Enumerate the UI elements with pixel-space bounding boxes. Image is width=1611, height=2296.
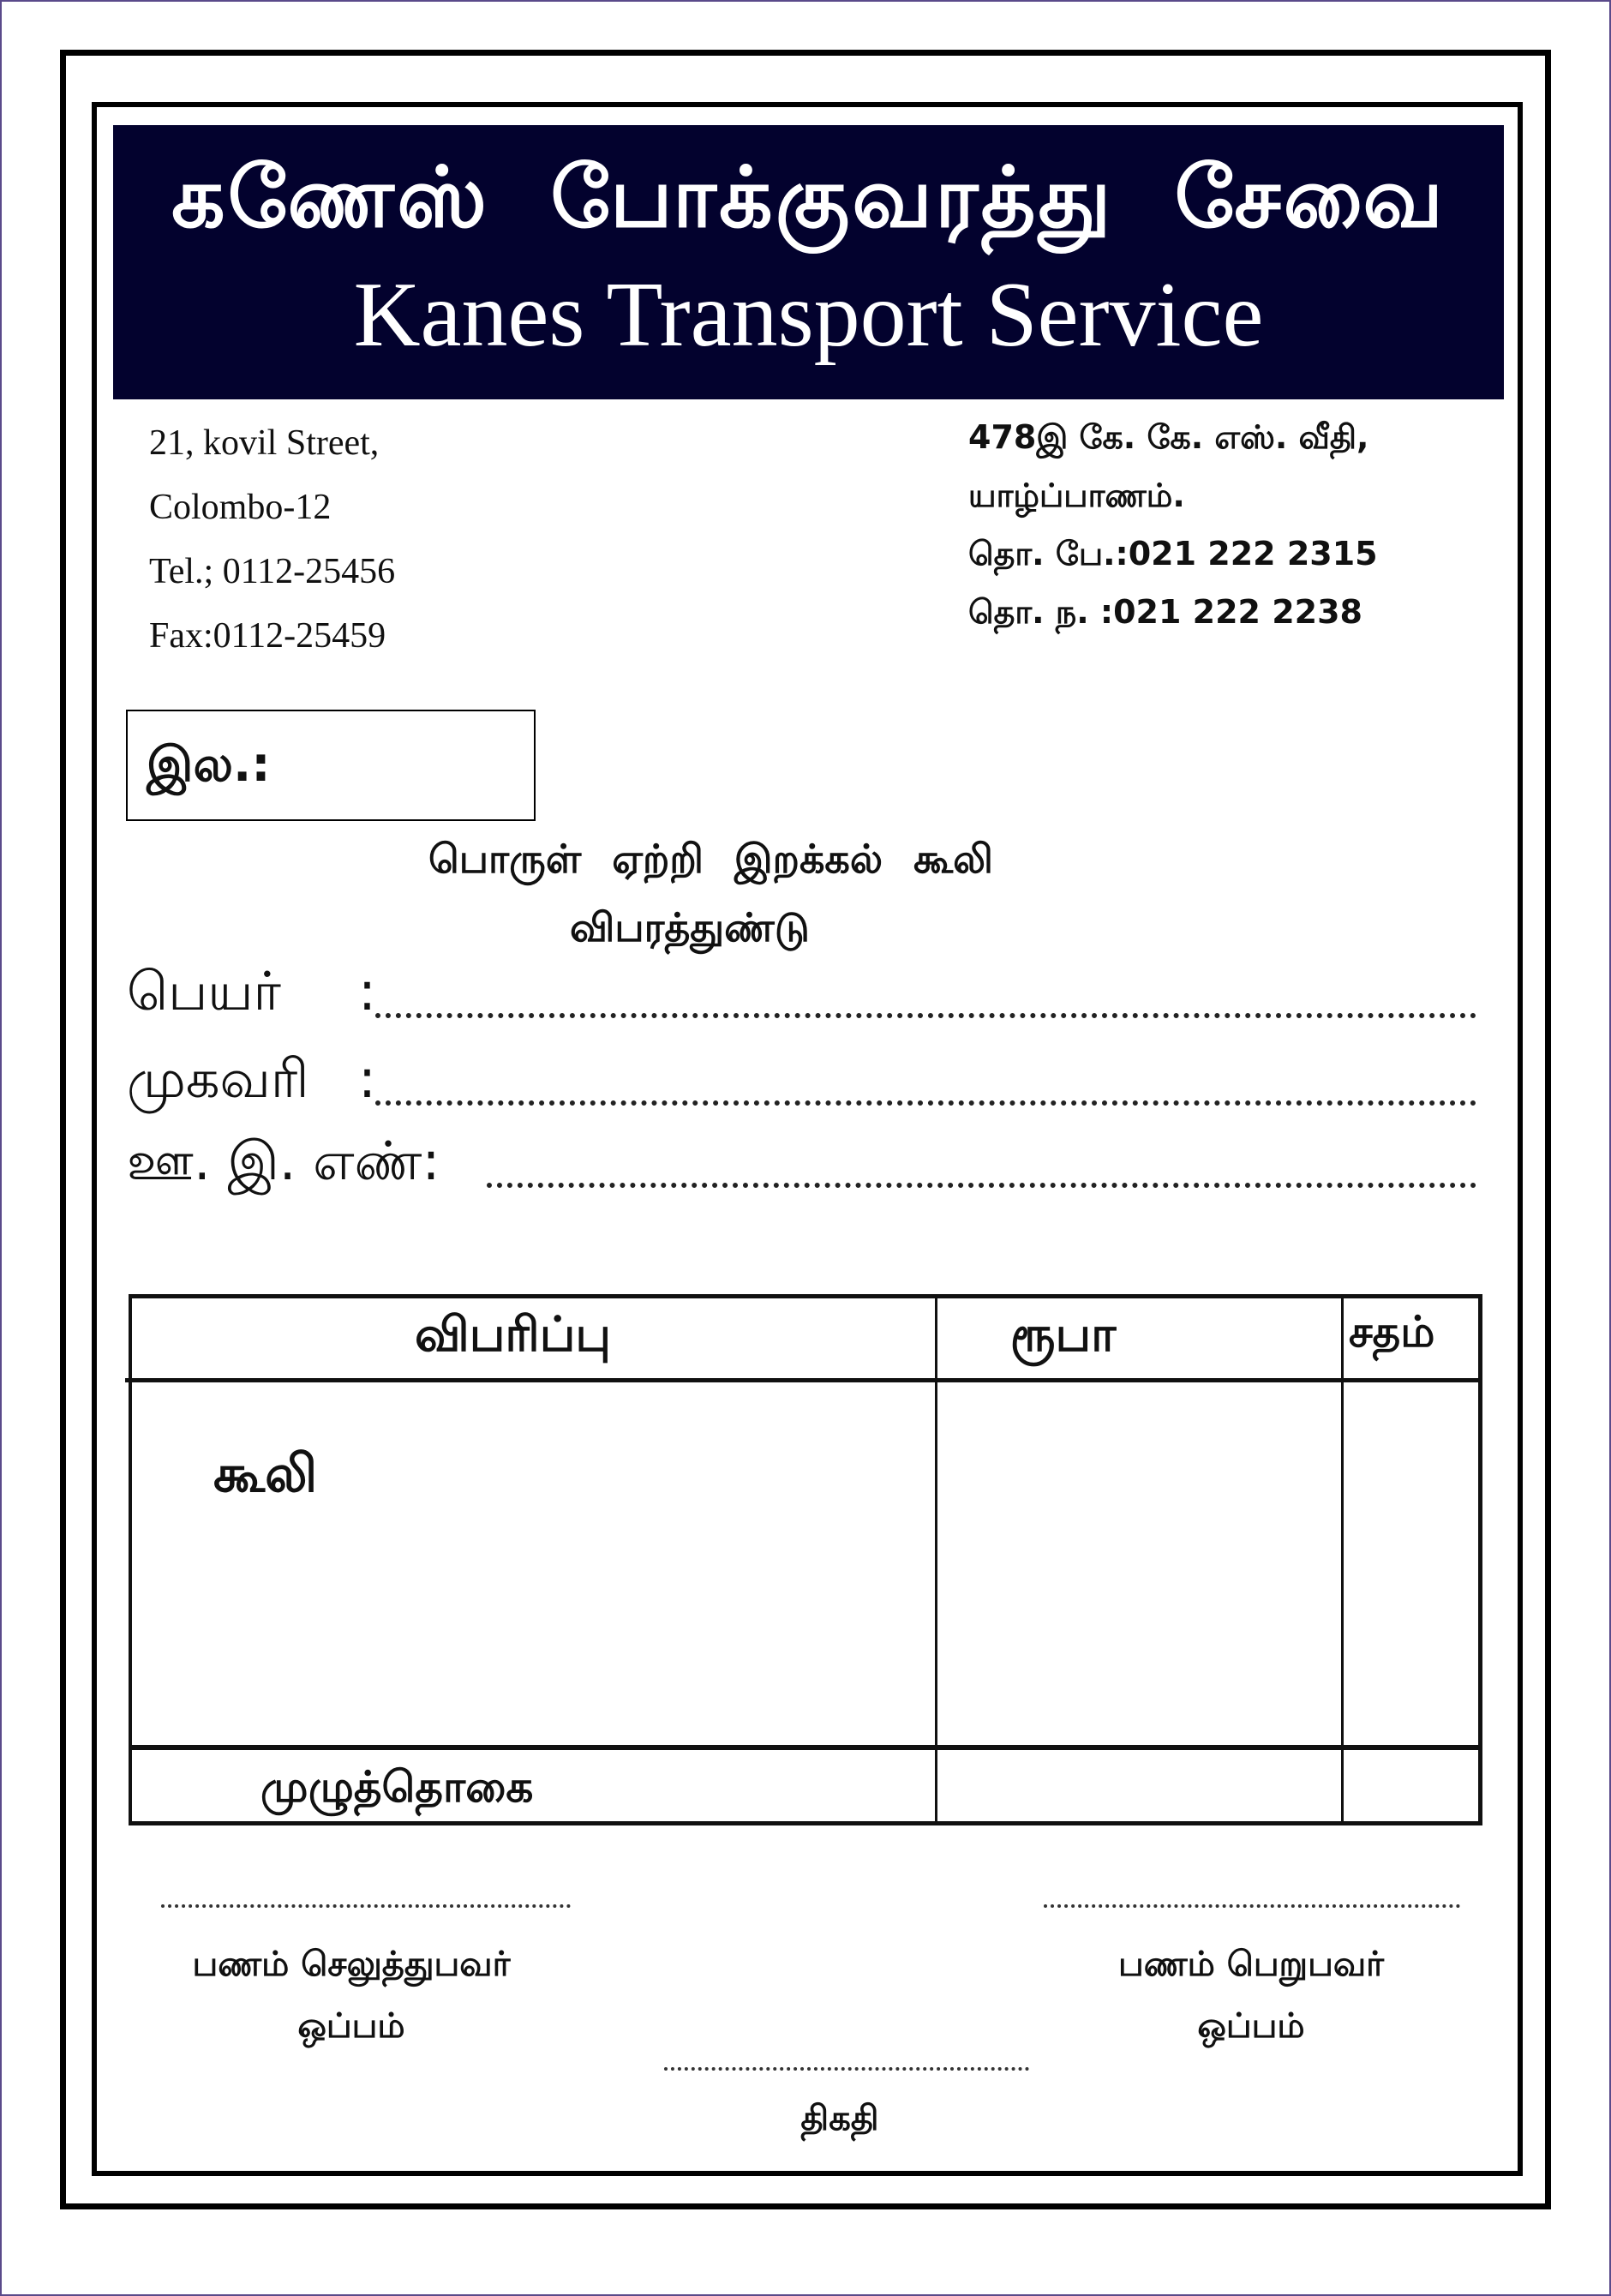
header-description: விபரிப்பு (415, 1307, 612, 1363)
payer-signature-label (146, 1933, 557, 2057)
company-name-english: Kanes Transport Service (353, 264, 1264, 366)
header-cents: சதம் (1349, 1307, 1435, 1357)
total-label: முழுத்தொகை (261, 1762, 534, 1812)
rupees-cell[interactable] (937, 1382, 1341, 1745)
date-line[interactable] (664, 2067, 1029, 2071)
name-dotted-line[interactable] (375, 1013, 1476, 1018)
receiver-signature-line[interactable] (1044, 1904, 1460, 1908)
total-rupees-cell[interactable] (937, 1750, 1341, 1821)
receiver-label-line1: பணம் பெறுபவர் (1117, 1945, 1385, 1984)
name-field[interactable] (127, 960, 1476, 1028)
id-number-label: ஊ. இ. எண்: (127, 1130, 440, 1192)
payer-signature-line[interactable] (161, 1904, 571, 1908)
address-tamil-phone: தொ. பே.:021 222 2315 (968, 535, 1378, 573)
serial-number-box[interactable] (126, 710, 536, 821)
document-title-line1: பொருள் ஏற்றி இறக்கல் கூலி (428, 836, 994, 882)
address-tel: Tel.; 0112-25456 (149, 552, 396, 591)
header-banner (113, 125, 1504, 399)
serial-number-label: இல.: (147, 737, 271, 793)
header-rupees: ரூபா (1010, 1307, 1117, 1363)
id-number-dotted-line[interactable] (487, 1183, 1476, 1188)
address-dotted-line[interactable] (375, 1100, 1476, 1106)
address-tamil (968, 408, 1378, 641)
row-item-wages: கூலி (213, 1444, 318, 1504)
company-name-tamil: கணேஸ் போக்குவரத்து சேவை (171, 149, 1446, 247)
name-colon: : (358, 960, 376, 1022)
address-street: 21, kovil Street, (149, 423, 380, 463)
address-tamil-street: 478இ கே. கே. எஸ். வீதி, (968, 418, 1369, 456)
payer-label-line2: ஒப்பம் (297, 2006, 405, 2046)
address-tamil-city: யாழ்ப்பாணம். (968, 477, 1185, 514)
address-field[interactable] (127, 1047, 1476, 1116)
address-tamil-fax: தொ. ந. :021 222 2238 (968, 593, 1362, 631)
id-number-field[interactable] (127, 1130, 1476, 1198)
cents-cell[interactable] (1344, 1382, 1477, 1745)
address-fax: Fax:0112-25459 (149, 616, 386, 656)
payer-label-line1: பணம் செலுத்துபவர் (192, 1945, 511, 1984)
receiver-signature-label (1037, 1933, 1465, 2057)
date-label: திகதி (800, 2099, 879, 2138)
charges-table (129, 1294, 1482, 1825)
address-city: Colombo-12 (149, 488, 332, 527)
address-colon: : (358, 1047, 376, 1110)
name-label: பெயர் (127, 960, 281, 1022)
address-english (149, 411, 395, 668)
address-label: முகவரி (127, 1047, 309, 1110)
receiver-label-line2: ஒப்பம் (1197, 2006, 1305, 2046)
total-cents-cell[interactable] (1344, 1750, 1477, 1821)
document-title-line2: விபரத்துண்டு (570, 904, 810, 950)
